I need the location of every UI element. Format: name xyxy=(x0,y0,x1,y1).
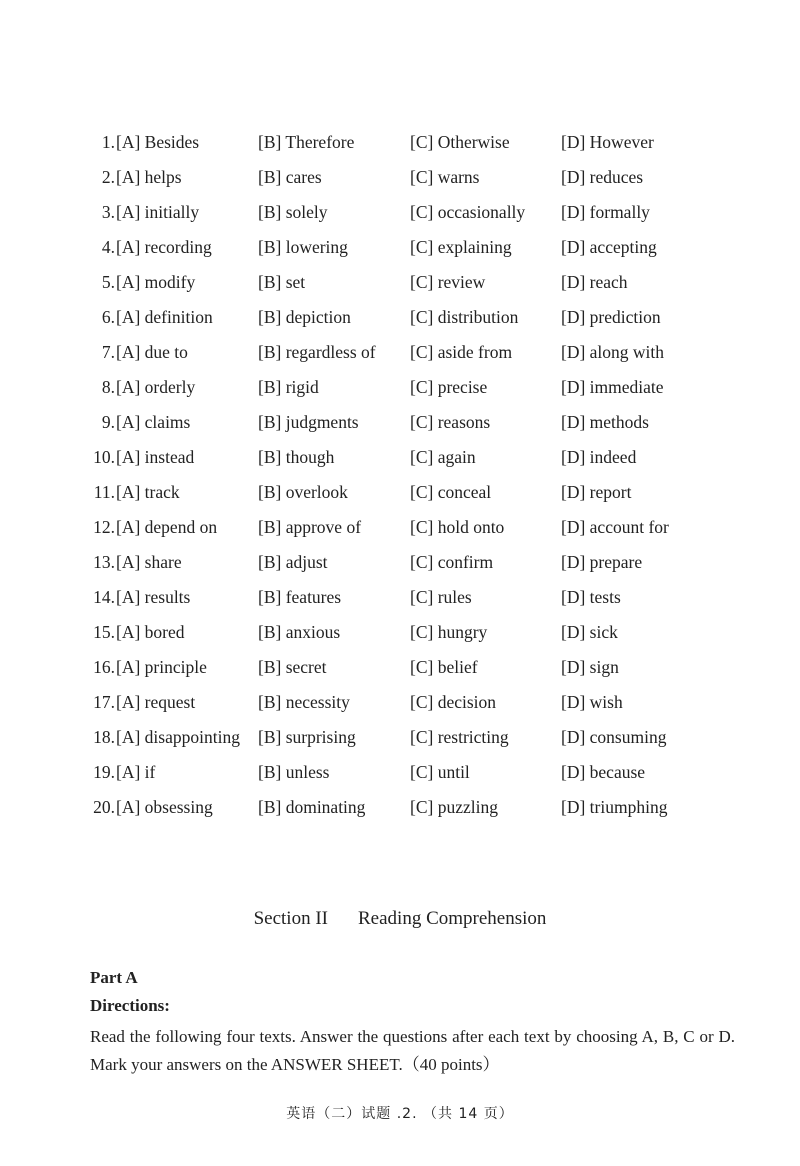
option-d: [D] tests xyxy=(561,587,621,607)
question-number: 20. xyxy=(93,797,115,817)
option-b: [B] set xyxy=(258,272,306,292)
question-number: 14. xyxy=(93,587,115,607)
option-b: [B] depiction xyxy=(258,307,351,327)
option-b: [B] secret xyxy=(258,657,327,677)
question-row xyxy=(90,723,730,758)
option-a: [A] definition xyxy=(116,307,213,327)
option-c: [C] puzzling xyxy=(410,797,498,817)
option-a: [A] orderly xyxy=(116,377,196,397)
question-row xyxy=(90,128,730,163)
option-a: [A] share xyxy=(116,552,182,572)
option-a: [A] if xyxy=(116,762,156,782)
question-row xyxy=(90,338,730,373)
option-b: [B] lowering xyxy=(258,237,348,257)
question-number: 3. xyxy=(101,202,115,222)
question-row xyxy=(90,443,730,478)
option-d: [D] accepting xyxy=(561,237,657,257)
option-c: [C] precise xyxy=(410,377,488,397)
option-c: [C] restricting xyxy=(410,727,509,747)
option-b: [B] Therefore xyxy=(258,132,355,152)
option-d: [D] However xyxy=(561,132,654,152)
option-d: [D] account for xyxy=(561,517,669,537)
option-c: [C] belief xyxy=(410,657,478,677)
question-row xyxy=(90,163,730,198)
option-d: [D] indeed xyxy=(561,447,637,467)
section-number: Section II xyxy=(253,908,328,929)
question-list xyxy=(90,128,730,828)
question-row xyxy=(90,618,730,653)
option-a: [A] bored xyxy=(116,622,185,642)
option-c: [C] decision xyxy=(410,692,497,712)
option-c: [C] reasons xyxy=(410,412,491,432)
option-b: [B] adjust xyxy=(258,552,328,572)
question-number: 6. xyxy=(101,307,115,327)
question-number: 17. xyxy=(93,692,115,712)
option-c: [C] occasionally xyxy=(410,202,526,222)
option-c: [C] again xyxy=(410,447,476,467)
option-c: [C] hold onto xyxy=(410,517,505,537)
option-b: [B] overlook xyxy=(258,482,348,502)
option-b: [B] solely xyxy=(258,202,328,222)
option-a: [A] request xyxy=(116,692,196,712)
question-row xyxy=(90,548,730,583)
question-number: 10. xyxy=(93,447,115,467)
option-a: [A] track xyxy=(116,482,180,502)
section-title: Reading Comprehension xyxy=(358,908,547,929)
option-a: [A] initially xyxy=(116,202,200,222)
option-a: [A] obsessing xyxy=(116,797,213,817)
question-row xyxy=(90,408,730,443)
option-d: [D] reduces xyxy=(561,167,644,187)
option-c: [C] confirm xyxy=(410,552,494,572)
option-d: [D] prediction xyxy=(561,307,661,327)
option-d: [D] report xyxy=(561,482,632,502)
question-row xyxy=(90,513,730,548)
directions-text: Read the following four texts. Answer the questions after each text by choosing A, B, C or D. Mark your answers on the ANSWER SHEET.（40 points） xyxy=(90,1027,735,1074)
option-c: [C] distribution xyxy=(410,307,519,327)
page-footer: 英语（二）试题 .2. （共 14 页） xyxy=(286,1106,514,1122)
option-b: [B] surprising xyxy=(258,727,356,747)
option-a: [A] helps xyxy=(116,167,182,187)
option-c: [C] rules xyxy=(410,587,472,607)
option-b: [B] dominating xyxy=(258,797,366,817)
question-number: 19. xyxy=(93,762,115,782)
option-a: [A] depend on xyxy=(116,517,218,537)
option-c: [C] conceal xyxy=(410,482,492,502)
question-number: 7. xyxy=(101,342,115,362)
question-number: 8. xyxy=(101,377,115,397)
option-d: [D] immediate xyxy=(561,377,664,397)
question-number: 1. xyxy=(101,132,115,152)
question-number: 9. xyxy=(101,412,115,432)
option-b: [B] though xyxy=(258,447,335,467)
question-row xyxy=(90,653,730,688)
question-number: 16. xyxy=(93,657,115,677)
question-number: 5. xyxy=(101,272,115,292)
directions-label: Directions: xyxy=(90,996,170,1015)
question-row xyxy=(90,303,730,338)
option-d: [D] triumphing xyxy=(561,797,668,817)
option-a: [A] disappointing xyxy=(116,727,240,747)
option-a: [A] recording xyxy=(116,237,212,257)
option-b: [B] unless xyxy=(258,762,330,782)
option-b: [B] features xyxy=(258,587,342,607)
option-c: [C] hungry xyxy=(410,622,488,642)
question-number: 4. xyxy=(101,237,115,257)
question-row xyxy=(90,478,730,513)
question-row xyxy=(90,373,730,408)
option-d: [D] sign xyxy=(561,657,619,677)
question-number: 2. xyxy=(101,167,115,187)
option-a: [A] claims xyxy=(116,412,191,432)
question-row xyxy=(90,793,730,828)
option-d: [D] sick xyxy=(561,622,618,642)
option-a: [A] Besides xyxy=(116,132,200,152)
option-c: [C] review xyxy=(410,272,486,292)
option-c: [C] aside from xyxy=(410,342,513,362)
option-d: [D] along with xyxy=(561,342,665,362)
option-c: [C] Otherwise xyxy=(410,132,510,152)
question-number: 18. xyxy=(93,727,115,747)
option-b: [B] approve of xyxy=(258,517,362,537)
option-b: [B] judgments xyxy=(258,412,359,432)
option-b: [B] rigid xyxy=(258,377,319,397)
option-a: [A] results xyxy=(116,587,191,607)
option-d: [D] wish xyxy=(561,692,623,712)
option-c: [C] until xyxy=(410,762,470,782)
question-number: 12. xyxy=(93,517,115,537)
question-row xyxy=(90,268,730,303)
option-d: [D] formally xyxy=(561,202,650,222)
option-c: [C] explaining xyxy=(410,237,512,257)
question-row xyxy=(90,198,730,233)
question-row xyxy=(90,583,730,618)
option-d: [D] methods xyxy=(561,412,649,432)
option-a: [A] due to xyxy=(116,342,188,362)
question-number: 13. xyxy=(93,552,115,572)
question-row xyxy=(90,688,730,723)
question-row xyxy=(90,758,730,793)
option-a: [A] modify xyxy=(116,272,196,292)
option-d: [D] prepare xyxy=(561,552,643,572)
part-label: Part A xyxy=(90,968,138,987)
option-b: [B] cares xyxy=(258,167,322,187)
question-number: 11. xyxy=(93,482,115,502)
option-b: [B] necessity xyxy=(258,692,350,712)
option-a: [A] instead xyxy=(116,447,195,467)
option-b: [B] anxious xyxy=(258,622,341,642)
question-row xyxy=(90,233,730,268)
option-d: [D] consuming xyxy=(561,727,667,747)
option-a: [A] principle xyxy=(116,657,207,677)
option-d: [D] reach xyxy=(561,272,628,292)
option-c: [C] warns xyxy=(410,167,480,187)
question-number: 15. xyxy=(93,622,115,642)
section-heading xyxy=(0,908,800,930)
option-b: [B] regardless of xyxy=(258,342,376,362)
option-d: [D] because xyxy=(561,762,646,782)
